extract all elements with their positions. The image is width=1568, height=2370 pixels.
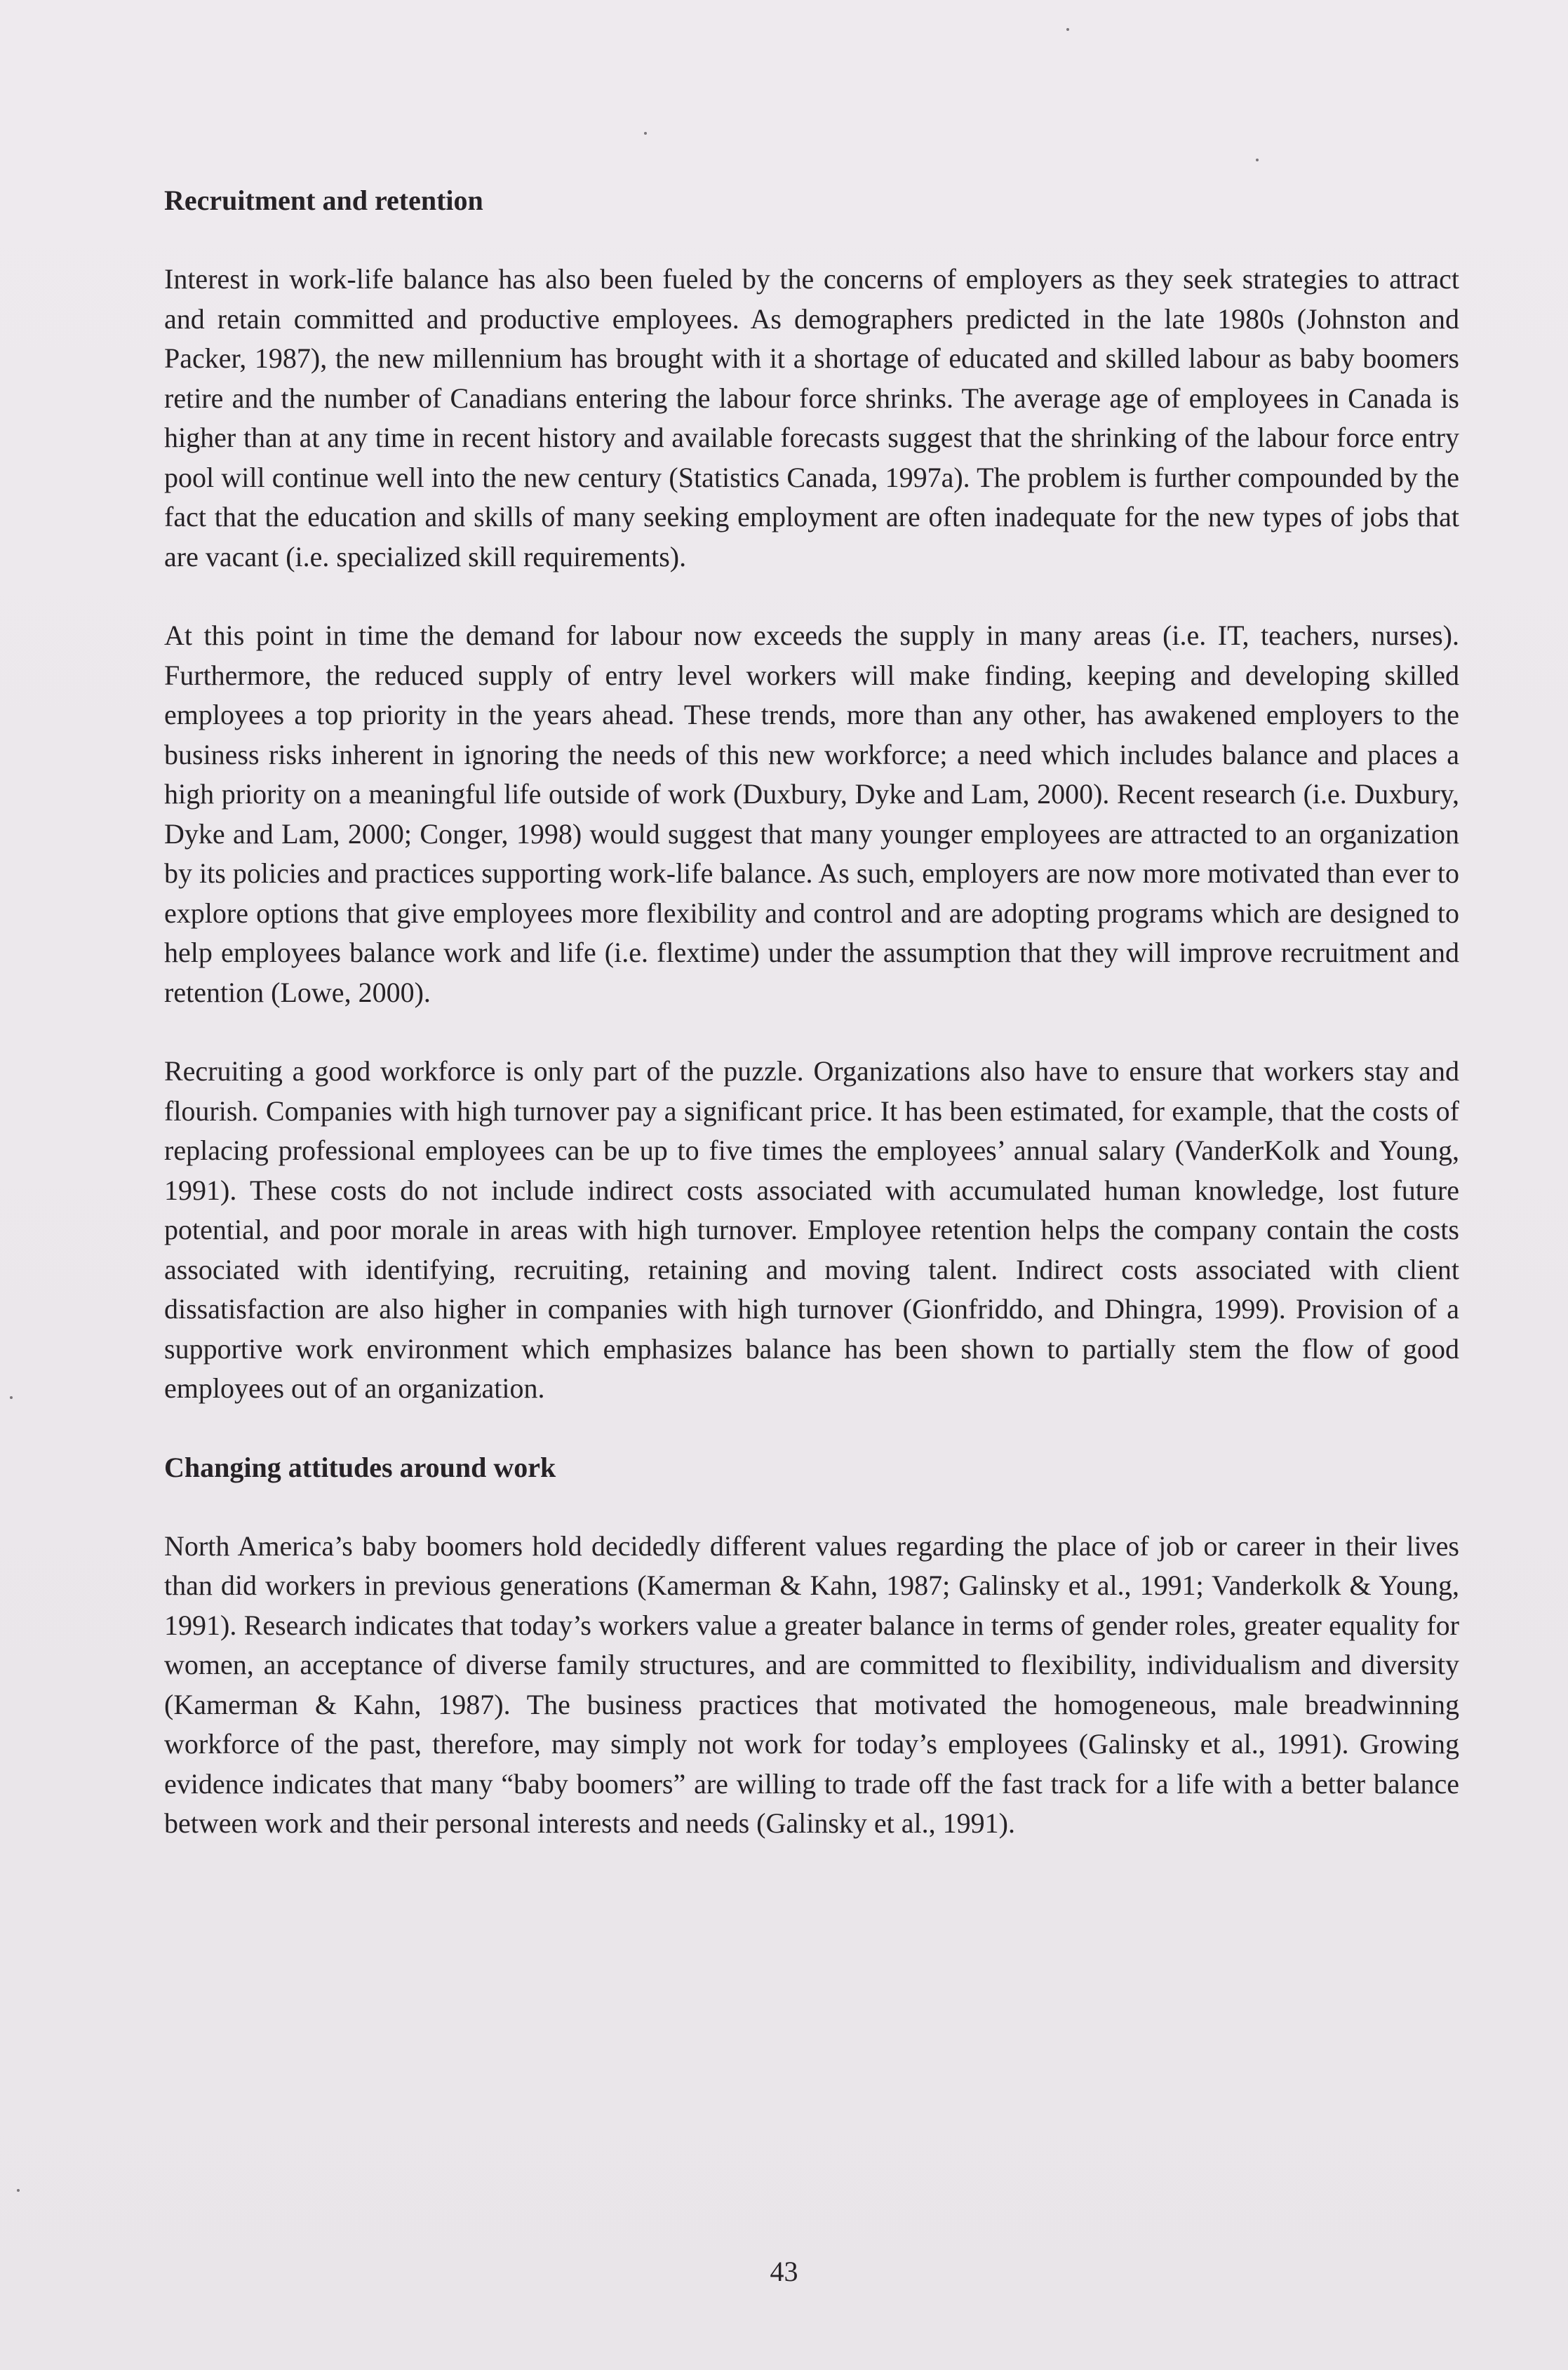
document-body (164, 181, 1459, 1844)
scan-speck (10, 1396, 13, 1399)
paragraph: Interest in work-life balance has also been fueled by the concerns of employers as they seek strategies to attract and retain committed and productive employees. As demographers predicted in the late 1980s (Johnston and Packer, 1987), the new millennium has brought with it a shortage of educated and skilled labour as baby boomers retire and the number of Canadians entering the labour force shrinks. The average age of employees in Canada is higher than at any time in recent history and available forecasts suggest that the shrinking of the labour force entry pool will continue well into the new century (Statistics Canada, 1997a). The problem is further compounded by the fact that the education and skills of many seeking employment are often inadequate for the new types of jobs that are vacant (i.e. specialized skill requirements). (164, 263, 1459, 573)
section-heading-changing-attitudes: Changing attitudes around work (164, 1451, 556, 1483)
paragraph: North America’s baby boomers hold decidedly different values regarding the place of job or career in their lives than did workers in previous generations (Kamerman & Kahn, 1987; Galinsky et al., 1991; Vanderkolk & Young, 1991). Research indicates that today’s workers value a greater balance in terms of gender roles, greater equality for women, an acceptance of diverse family structures, and are committed to flexibility, individualism and diversity (Kamerman & Kahn, 1987). The business practices that motivated the homogeneous, male breadwinning workforce of the past, therefore, may simply not work for today’s employees (Galinsky et al., 1991). Growing evidence indicates that many “baby boomers” are willing to trade off the fast track for a life with a better balance between work and their personal interests and needs (Galinsky et al., 1991). (164, 1529, 1459, 1839)
section-heading-recruitment: Recruitment and retention (164, 185, 483, 216)
scan-speck (17, 2189, 20, 2192)
scan-speck (1256, 159, 1259, 161)
scan-speck (1066, 28, 1069, 31)
page-number: 43 (770, 2256, 798, 2287)
paragraph: Recruiting a good workforce is only part of the puzzle. Organizations also have to ensure that workers stay and flourish. Companies with high turnover pay a significant price. It has been estimated, for example, that the costs of replacing professional employees can be up to five times the employees’ annual salary (VanderKolk and Young, 1991). These costs do not include indirect costs associated with accumulated human knowledge, lost future potential, and poor morale in areas with high turnover. Employee retention helps the company contain the costs associated with identifying, recruiting, retaining and moving talent. Indirect costs associated with client dissatisfaction are also higher in companies with high turnover (Gionfriddo, and Dhingra, 1999). Provision of a supportive work environment which emphasizes balance has been shown to partially stem the flow of good employees out of an organization. (164, 1055, 1459, 1404)
scan-speck (644, 132, 647, 135)
paragraph: At this point in time the demand for labour now exceeds the supply in many areas (i.e. IT, teachers, nurses). Furthermore, the reduced supply of entry level workers will make finding, keeping and developing skilled employees a top priority in the years ahead. These trends, more than any other, has awakened employers to the business risks inherent in ignoring the needs of this new workforce; a need which includes balance and places a high priority on a meaningful life outside of work (Duxbury, Dyke and Lam, 2000). Recent research (i.e. Duxbury, Dyke and Lam, 2000; Conger, 1998) would suggest that many younger employees are attracted to an organization by its policies and practices supporting work-life balance. As such, employers are now more motivated than ever to explore options that give employees more flexibility and control and are adopting programs which are designed to help employees balance work and life (i.e. flextime) under the assumption that they will improve recruitment and retention (Lowe, 2000). (164, 620, 1459, 1008)
